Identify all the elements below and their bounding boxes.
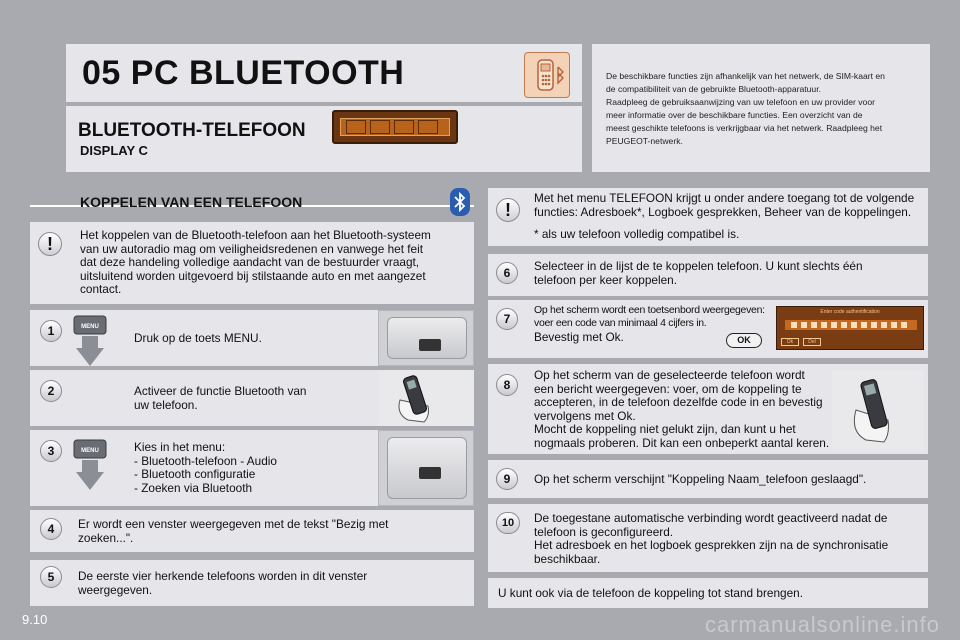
step-line: Mocht de koppeling niet gelukt zijn, dan kunt u het: [534, 422, 796, 436]
step-text: Bevestig met Ok.: [534, 330, 624, 344]
screen-ok-key: Ok: [781, 338, 799, 346]
step-line: De toegestane automatische verbinding wordt geactiveerd nadat de: [534, 511, 888, 525]
radio-panel-image: [378, 430, 474, 506]
watermark: carmanualsonline.info: [704, 612, 940, 637]
bluetooth-icon: [450, 188, 470, 216]
step-number: 1: [40, 320, 62, 342]
footnote: * als uw telefoon volledig compatibel is.: [534, 227, 740, 241]
step-line: - Zoeken via Bluetooth: [134, 480, 253, 495]
warning-line: uitsluitend worden uitgevoerd bij stilstaande auto en met aangezet: [80, 268, 426, 283]
step-line: uw telefoon.: [134, 397, 198, 412]
info-line: Raadpleeg de gebruiksaanwijzing van uw telefoon en uw provider voor: [606, 97, 875, 107]
warning-icon: !: [38, 232, 62, 256]
info-text: [606, 70, 924, 148]
step-text: [134, 441, 374, 495]
step-line: Het adresboek en het logboek gesprekken zijn na de synchronisatie: [534, 538, 889, 552]
info-line: PEUGEOT-netwerk.: [606, 136, 683, 146]
step-number: 5: [40, 566, 62, 588]
mobile-phone-icon: [524, 52, 570, 98]
menu-button-icon: [72, 438, 108, 492]
step-text: [134, 385, 364, 412]
step-number: 3: [40, 440, 62, 462]
step-line: accepteren, in de telefoon dezelfde code in en bevestig: [534, 395, 823, 409]
step-text: [534, 512, 924, 566]
info-line: functies: Adresboek*, Logboek gesprekken, Beheer van de koppelingen.: [534, 204, 912, 219]
svg-text:MENU: MENU: [81, 324, 99, 330]
section-heading-bluetooth-telefoon: BLUETOOTH-TELEFOON: [78, 120, 306, 141]
hand-phone-image: [832, 370, 924, 450]
step-text: [534, 260, 924, 287]
step-number: 10: [496, 512, 520, 534]
menu-button-icon: [72, 314, 108, 368]
step-number: 7: [496, 308, 518, 330]
info-line: Met het menu TELEFOON krijgt u onder andere toegang tot de volgende: [534, 191, 915, 205]
step-text: Druk op de toets MENU.: [134, 331, 262, 345]
warning-line: van uw autoradio mag om veiligheidsredenen en vanwege het feit: [80, 241, 423, 256]
step-text: [78, 570, 468, 597]
display-screen-image: [332, 110, 458, 144]
step-number: 2: [40, 380, 62, 402]
step-line: telefoon is geconfigureerd.: [534, 524, 674, 539]
radio-panel-image: [378, 310, 474, 366]
warning-line: dat deze handeling volledige aandacht van de bestuurder vraagt,: [80, 255, 420, 269]
warning-text: [80, 229, 470, 297]
step-text: [534, 369, 834, 450]
step-line: - Bluetooth configuratie: [134, 467, 256, 481]
screen-del-key: Del: [803, 338, 821, 346]
page-number: 9.10: [22, 612, 48, 627]
info-line: De beschikbare functies zijn afhankelijk van het netwerk, de SIM-kaart en: [606, 71, 885, 81]
step-line: vervolgens met Ok.: [534, 408, 636, 423]
step-line: Activeer de functie Bluetooth van: [134, 384, 307, 398]
step-line: Er wordt een venster weergegeven met de tekst "Bezig met: [78, 517, 389, 531]
step-line: De eerste vier herkende telefoons worden in dit venster: [78, 569, 368, 583]
warning-line: Het koppelen van de Bluetooth-telefoon aan het Bluetooth-systeem: [80, 228, 431, 242]
step-line: Kies in het menu:: [134, 440, 226, 454]
hand-phone-image: [378, 370, 474, 426]
section-heading-koppelen: KOPPELEN VAN EEN TELEFOON: [80, 194, 303, 210]
step-line: Op het scherm van de geselecteerde telefoon wordt: [534, 368, 805, 382]
code-entry-screen-image: [776, 306, 924, 350]
step-number: 9: [496, 468, 518, 490]
svg-text:MENU: MENU: [81, 448, 99, 454]
step-line: beschikbaar.: [534, 551, 601, 566]
info-line: de compatibiliteit van de gebruikte Bluetooth-apparatuur.: [606, 84, 821, 94]
ok-button[interactable]: OK: [726, 333, 762, 348]
step-line: weergegeven.: [78, 582, 153, 597]
step-line: Selecteer in de lijst de te koppelen telefoon. U kunt slechts één: [534, 259, 863, 273]
step-line: telefoon per keer koppelen.: [534, 272, 677, 287]
step-line: nogmaals proberen. Dit kan een onbeperkt aantal keren.: [534, 435, 830, 450]
step-text: [534, 304, 774, 330]
step-number: 6: [496, 262, 518, 284]
warning-line: contact.: [80, 282, 122, 296]
step-number: 4: [40, 518, 62, 540]
step-text: [78, 518, 468, 545]
info-line: meer informatie over de beschikbare functies. Een overzicht van de: [606, 110, 863, 120]
step-line: voer een code van minimaal 4 cijfers in.: [534, 317, 707, 329]
page-title: 05 PC BLUETOOTH: [82, 54, 405, 92]
final-note-text: U kunt ook via de telefoon de koppeling tot stand brengen.: [498, 586, 803, 600]
display-label: DISPLAY C: [80, 143, 148, 158]
step-line: Op het scherm wordt een toetsenbord weergegeven:: [534, 304, 765, 316]
step-line: - Bluetooth-telefoon - Audio: [134, 453, 277, 468]
step-line: een bericht weergegeven: voer, om de koppeling te: [534, 381, 802, 396]
warning-icon: !: [496, 198, 520, 222]
menu-info-text: [534, 192, 926, 219]
step-text: Op het scherm verschijnt "Koppeling Naam_telefoon geslaagd".: [534, 472, 867, 486]
screen-header: Enter code authentification: [820, 309, 880, 315]
step-number: 8: [496, 374, 518, 396]
step-line: zoeken...".: [78, 530, 134, 545]
info-line: meest geschikte telefoons is verkrijgbaar via het netwerk. Raadpleeg het: [606, 123, 883, 133]
